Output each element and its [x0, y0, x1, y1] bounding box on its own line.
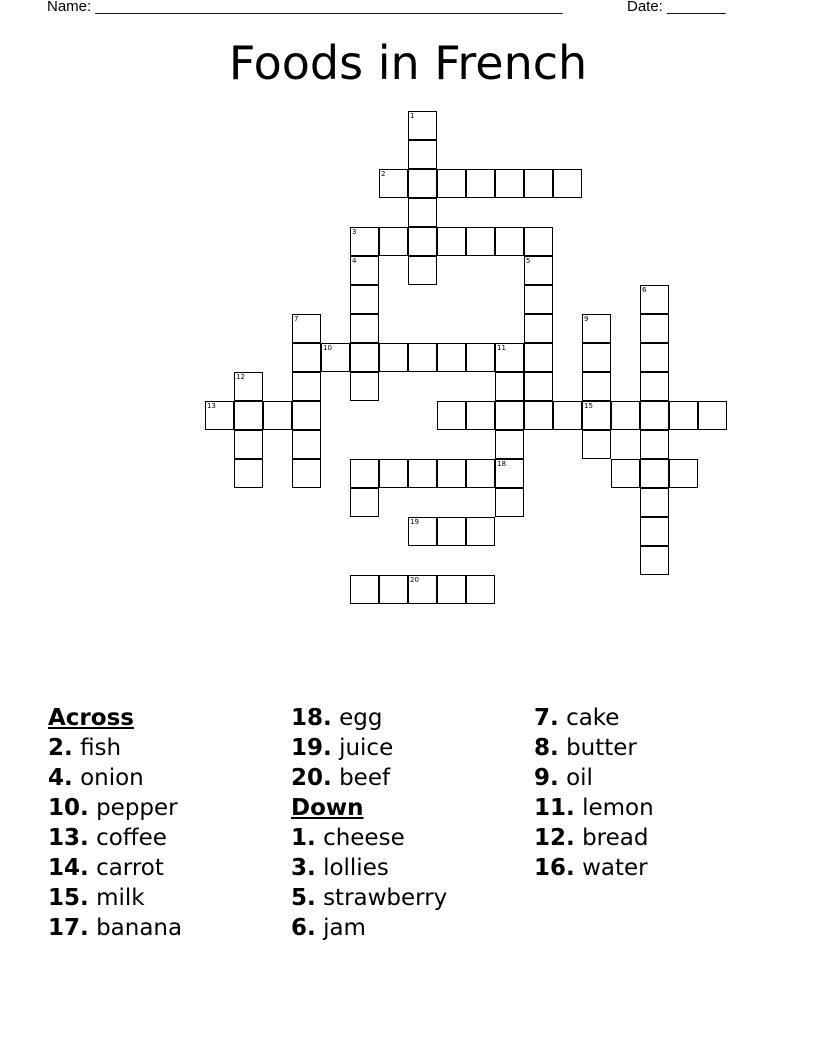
- page-title: Foods in French: [228, 36, 588, 90]
- crossword-cell[interactable]: [437, 227, 466, 256]
- crossword-cell[interactable]: [640, 546, 669, 575]
- crossword-cell[interactable]: [466, 575, 495, 604]
- clue-item-text: jam: [323, 915, 366, 941]
- crossword-cell[interactable]: [466, 517, 495, 546]
- clue-item-text: coffee: [96, 825, 167, 851]
- crossword-cell[interactable]: [379, 459, 408, 488]
- clue-item-number: 6.: [291, 915, 316, 941]
- crossword-cell[interactable]: [350, 285, 379, 314]
- clue-item-text: milk: [96, 885, 145, 911]
- clue-item: [291, 703, 521, 733]
- clue-number: 18: [497, 460, 506, 468]
- clue-item-number: 4.: [48, 765, 73, 791]
- clue-item-text: fish: [80, 735, 122, 761]
- clue-item: [534, 823, 764, 853]
- crossword-cell[interactable]: [350, 459, 379, 488]
- clue-number: 19: [410, 518, 419, 526]
- clue-item: [48, 883, 278, 913]
- crossword-cell[interactable]: [292, 372, 321, 401]
- crossword-cell[interactable]: [640, 517, 669, 546]
- crossword-cell[interactable]: [611, 401, 640, 430]
- clue-number: 5: [526, 257, 531, 265]
- crossword-cell[interactable]: [321, 343, 350, 372]
- crossword-cell[interactable]: [640, 285, 669, 314]
- crossword-cell[interactable]: [640, 401, 669, 430]
- crossword-cell[interactable]: [292, 343, 321, 372]
- crossword-cell[interactable]: [234, 401, 263, 430]
- clue-item-number: 1.: [291, 825, 316, 851]
- clue-item-text: pepper: [96, 795, 178, 821]
- crossword-cell[interactable]: [408, 140, 437, 169]
- clue-item-text: water: [582, 855, 648, 881]
- clue-item-text: beef: [339, 765, 391, 791]
- clue-item-number: 15.: [48, 885, 89, 911]
- crossword-cell[interactable]: [466, 227, 495, 256]
- name-field-label: Name: ________________________________________________________: [47, 0, 563, 15]
- crossword-cell[interactable]: [292, 314, 321, 343]
- clue-item: [291, 913, 521, 943]
- crossword-cell[interactable]: [292, 459, 321, 488]
- crossword-cell[interactable]: [379, 343, 408, 372]
- clue-item: [291, 733, 521, 763]
- clue-item: [291, 853, 521, 883]
- clue-item-number: 13.: [48, 825, 89, 851]
- clue-number: 11: [497, 344, 506, 352]
- crossword-cell[interactable]: [495, 401, 524, 430]
- clue-item: [291, 883, 521, 913]
- clue-item-text: carrot: [96, 855, 164, 881]
- crossword-cell[interactable]: [437, 343, 466, 372]
- clue-item-number: 14.: [48, 855, 89, 881]
- crossword-cell[interactable]: [350, 314, 379, 343]
- crossword-cell[interactable]: [524, 285, 553, 314]
- clue-item-number: 19.: [291, 735, 332, 761]
- clue-item: [48, 763, 278, 793]
- crossword-cell[interactable]: [437, 459, 466, 488]
- crossword-cell[interactable]: [495, 488, 524, 517]
- clue-item: [48, 913, 278, 943]
- clue-item-number: 10.: [48, 795, 89, 821]
- crossword-cell[interactable]: [640, 314, 669, 343]
- crossword-cell[interactable]: [698, 401, 727, 430]
- crossword-cell[interactable]: [640, 372, 669, 401]
- clues-column-1: [48, 703, 278, 943]
- clue-item-text: juice: [339, 735, 394, 761]
- clue-number: 6: [642, 286, 647, 294]
- crossword-cell[interactable]: [350, 488, 379, 517]
- crossword-cell[interactable]: [669, 401, 698, 430]
- clue-item-number: 18.: [291, 705, 332, 731]
- crossword-cell[interactable]: [495, 372, 524, 401]
- crossword-cell[interactable]: [350, 372, 379, 401]
- crossword-cell[interactable]: [611, 459, 640, 488]
- clue-item-text: lemon: [582, 795, 654, 821]
- clue-number: 3: [352, 228, 357, 236]
- clues-column-2: [291, 703, 521, 943]
- clue-item: [534, 853, 764, 883]
- clue-item-text: strawberry: [323, 885, 448, 911]
- crossword-cell[interactable]: [640, 343, 669, 372]
- crossword-cell[interactable]: [408, 575, 437, 604]
- crossword-cell[interactable]: [582, 430, 611, 459]
- crossword-cell[interactable]: [408, 517, 437, 546]
- date-field-label: Date: _______: [627, 0, 726, 15]
- crossword-cell[interactable]: [292, 430, 321, 459]
- clue-number: 12: [236, 373, 245, 381]
- clue-number: 13: [207, 402, 216, 410]
- crossword-cell[interactable]: [234, 372, 263, 401]
- crossword-cell[interactable]: [379, 169, 408, 198]
- crossword-cell[interactable]: [466, 343, 495, 372]
- crossword-cell[interactable]: [408, 111, 437, 140]
- clue-item-number: 9.: [534, 765, 559, 791]
- crossword-cell[interactable]: [524, 256, 553, 285]
- clue-number: 2: [381, 170, 386, 178]
- clue-item-text: lollies: [323, 855, 389, 881]
- crossword-cell[interactable]: [640, 459, 669, 488]
- clue-item-text: oil: [566, 765, 593, 791]
- crossword-cell[interactable]: [350, 343, 379, 372]
- clue-item: [534, 793, 764, 823]
- clue-item-text: butter: [566, 735, 637, 761]
- crossword-cell[interactable]: [408, 227, 437, 256]
- crossword-cell[interactable]: [553, 169, 582, 198]
- clue-item: [48, 733, 278, 763]
- crossword-cell[interactable]: [582, 372, 611, 401]
- clue-item-number: 3.: [291, 855, 316, 881]
- clue-item-text: egg: [339, 705, 383, 731]
- clue-item-number: 8.: [534, 735, 559, 761]
- crossword-cell[interactable]: [524, 314, 553, 343]
- clue-section-heading: Down: [291, 795, 364, 821]
- clue-item: [48, 823, 278, 853]
- crossword-cell[interactable]: [408, 198, 437, 227]
- clue-item: [534, 733, 764, 763]
- clue-item-number: 7.: [534, 705, 559, 731]
- crossword-cell[interactable]: [408, 459, 437, 488]
- crossword-cell[interactable]: [408, 256, 437, 285]
- crossword-cell[interactable]: [495, 459, 524, 488]
- crossword-cell[interactable]: [524, 169, 553, 198]
- crossword-cell[interactable]: [437, 517, 466, 546]
- clue-item-number: 2.: [48, 735, 73, 761]
- clue-item-number: 20.: [291, 765, 332, 791]
- clue-number: 4: [352, 257, 357, 265]
- crossword-cell[interactable]: [495, 430, 524, 459]
- crossword-cell[interactable]: [495, 169, 524, 198]
- crossword-cell[interactable]: [524, 401, 553, 430]
- crossword-cell[interactable]: [379, 575, 408, 604]
- clue-item-number: 17.: [48, 915, 89, 941]
- crossword-cell[interactable]: [350, 256, 379, 285]
- crossword-cell[interactable]: [292, 401, 321, 430]
- crossword-cell[interactable]: [466, 169, 495, 198]
- clue-section-heading: Across: [48, 705, 134, 731]
- clue-item: [48, 793, 278, 823]
- crossword-cell[interactable]: [379, 227, 408, 256]
- clue-item-text: cake: [566, 705, 620, 731]
- clue-item: [291, 823, 521, 853]
- clues-column-3: [534, 703, 764, 883]
- crossword-cell[interactable]: [466, 401, 495, 430]
- clue-number: 20: [410, 576, 419, 584]
- crossword-cell[interactable]: [582, 314, 611, 343]
- crossword-cell[interactable]: [205, 401, 234, 430]
- crossword-cell[interactable]: [640, 430, 669, 459]
- crossword-cell[interactable]: [437, 401, 466, 430]
- crossword-cell[interactable]: [408, 343, 437, 372]
- clue-item: [48, 853, 278, 883]
- crossword-cell[interactable]: [495, 343, 524, 372]
- clue-number: 15: [584, 402, 593, 410]
- clue-item-number: 5.: [291, 885, 316, 911]
- crossword-cell[interactable]: [524, 227, 553, 256]
- clue-item-text: banana: [96, 915, 183, 941]
- clue-item: [534, 763, 764, 793]
- clue-item: [291, 763, 521, 793]
- crossword-cell[interactable]: [408, 169, 437, 198]
- clue-number: 1: [410, 112, 415, 120]
- crossword-cell[interactable]: [437, 169, 466, 198]
- clue-item-text: bread: [582, 825, 649, 851]
- clue-number: 9: [584, 315, 589, 323]
- crossword-cell[interactable]: [263, 401, 292, 430]
- crossword-cell[interactable]: [582, 343, 611, 372]
- crossword-cell[interactable]: [553, 401, 582, 430]
- clue-item-number: 11.: [534, 795, 575, 821]
- crossword-cell[interactable]: [350, 227, 379, 256]
- clue-item-text: onion: [80, 765, 144, 791]
- crossword-cell[interactable]: [582, 401, 611, 430]
- crossword-cell[interactable]: [669, 459, 698, 488]
- crossword-cell[interactable]: [524, 372, 553, 401]
- crossword-cell[interactable]: [234, 459, 263, 488]
- crossword-cell[interactable]: [234, 430, 263, 459]
- clue-item-number: 12.: [534, 825, 575, 851]
- clue-item-number: 16.: [534, 855, 575, 881]
- clue-item-text: cheese: [323, 825, 405, 851]
- clue-number: 10: [323, 344, 332, 352]
- crossword-cell[interactable]: [495, 227, 524, 256]
- clue-number: 7: [294, 315, 299, 323]
- crossword-cell[interactable]: [466, 459, 495, 488]
- clue-item: [534, 703, 764, 733]
- crossword-cell[interactable]: [524, 343, 553, 372]
- crossword-cell[interactable]: [350, 575, 379, 604]
- crossword-cell[interactable]: [640, 488, 669, 517]
- crossword-cell[interactable]: [437, 575, 466, 604]
